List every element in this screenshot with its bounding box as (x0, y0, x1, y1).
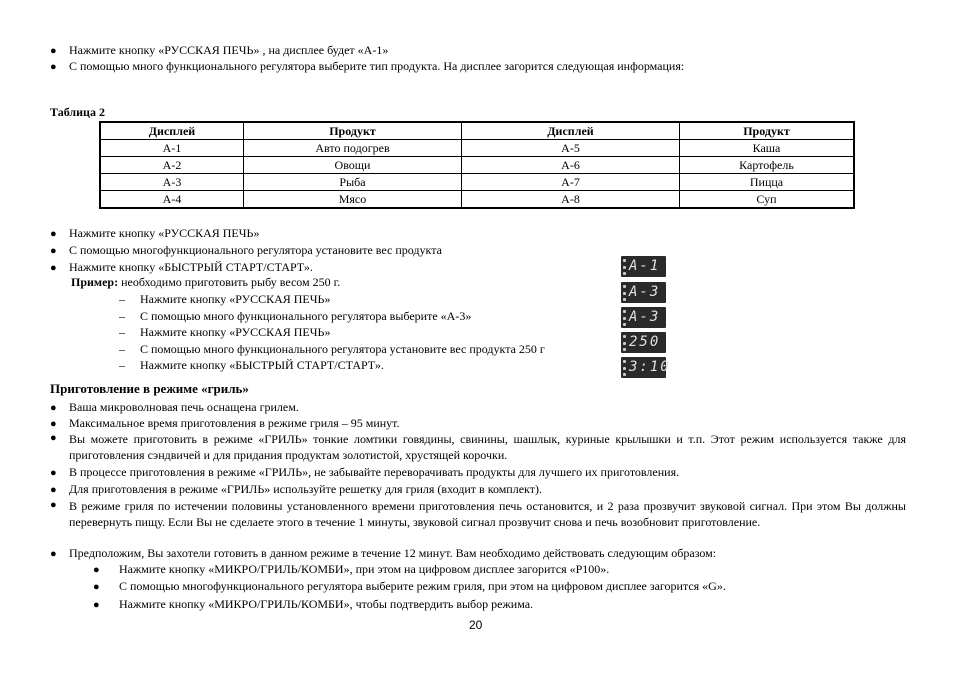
bullet: ● (50, 432, 57, 444)
table-cell: A-3 (100, 174, 244, 191)
grill-subitem-text: Нажмите кнопку «МИКРО/ГРИЛЬ/КОМБИ», чтобы подтвердить выбор режима. (119, 597, 534, 611)
table-row (100, 191, 854, 209)
table-cell: A-4 (100, 191, 244, 209)
table-row (100, 140, 854, 157)
table-cell: Пицца (680, 174, 855, 191)
grill-subitem (93, 562, 609, 578)
led-display (621, 332, 666, 353)
led-display-text: 3:10 (629, 359, 671, 375)
grill-item-text: Ваша микроволновая печь оснащена грилем. (69, 400, 299, 414)
grill-subitem-text: С помощью многофункционального регулятора выберите режим гриля, при этом на цифровом дисплее загорится «G». (119, 579, 726, 593)
table-cell: Мясо (244, 191, 462, 209)
table-cell: A-5 (462, 140, 680, 157)
example-item-text: Нажмите кнопку «БЫСТРЫЙ СТАРТ/СТАРТ». (140, 358, 384, 372)
table-cell: A-7 (462, 174, 680, 191)
led-display-text: A-1 (629, 258, 661, 274)
grill-item-text: В режиме гриля по истечении половины установленного времени приготовления печь остановится, и 2 раза прозвучит звуковой сигнал. При этом Вы должны перевернуть пищу. Если Вы не сделаете этого в течение 1 минуты, звуковой сигнал прозвучит снова и печь возобновит приготовление. (69, 499, 906, 529)
table-cell: Каша (680, 140, 855, 157)
table-row (100, 157, 854, 174)
grill-subitem (93, 579, 726, 595)
led-display-text: 250 (629, 334, 661, 350)
intro-text: С помощью много функционального регулятора выберите тип продукта. На дисплее загорится следующая информация: (69, 59, 685, 73)
table-cell: Картофель (680, 157, 855, 174)
example-item (119, 292, 330, 307)
example-item (119, 358, 384, 373)
grill-item-text: В процессе приготовления в режиме «ГРИЛЬ», не забывайте переворачивать продукты для лучшего их приготовления. (69, 465, 680, 479)
bullet: ● (50, 45, 57, 57)
example-item (119, 342, 545, 357)
table-header-row (100, 122, 854, 140)
example-line (71, 275, 340, 290)
dash: – (119, 309, 125, 323)
column-header: Продукт (680, 122, 855, 140)
step-item (50, 260, 313, 276)
table-cell: A-1 (100, 140, 244, 157)
grill-item (50, 400, 299, 416)
example-item (119, 309, 471, 324)
grill-heading: Приготовление в режиме «гриль» (50, 381, 249, 396)
bullet: ● (50, 484, 57, 496)
example-label: Пример: (71, 275, 119, 289)
grill-subitem (93, 597, 533, 613)
example-item-text: Нажмите кнопку «РУССКАЯ ПЕЧЬ» (140, 292, 331, 306)
step-text: С помощью многофункционального регулятора установите вес продукта (69, 243, 442, 257)
dash: – (119, 342, 125, 356)
step-item (50, 226, 259, 242)
bullet: ● (50, 467, 57, 479)
bullet: ● (50, 228, 57, 240)
led-display-text: A-3 (629, 309, 661, 325)
bullet: ● (50, 402, 57, 414)
page-number: 20 (469, 618, 483, 632)
step-text: Нажмите кнопку «БЫСТРЫЙ СТАРТ/СТАРТ». (69, 260, 313, 274)
led-display (621, 357, 671, 378)
example-item (119, 325, 330, 340)
grill-item (50, 416, 400, 432)
column-header: Дисплей (462, 122, 680, 140)
grill-item (50, 546, 716, 562)
table-cell: A-8 (462, 191, 680, 209)
dash: – (119, 325, 125, 339)
led-display (621, 282, 666, 303)
dash: – (119, 292, 125, 306)
bullet: ● (93, 581, 100, 593)
intro-item (50, 43, 388, 59)
bullet: ● (93, 564, 100, 576)
grill-item-text: Для приготовления в режиме «ГРИЛЬ» используйте решетку для гриля (входит в комплект). (69, 482, 542, 496)
intro-text: Нажмите кнопку «РУССКАЯ ПЕЧЬ» , на дисплее будет «А-1» (69, 43, 389, 57)
example-item-text: С помощью много функционального регулятора установите вес продукта 250 г (140, 342, 545, 356)
example-text: необходимо приготовить рыбу весом 250 г. (118, 275, 341, 289)
example-item-text: С помощью много функционального регулятора выберите «А-3» (140, 309, 472, 323)
table-row (100, 174, 854, 191)
table-caption: Таблица 2 (50, 105, 105, 119)
grill-item (50, 465, 679, 481)
bullet: ● (50, 245, 57, 257)
products-table (99, 121, 855, 209)
led-display-text: A-3 (629, 284, 661, 300)
grill-item-text: Вы можете приготовить в режиме «ГРИЛЬ» тонкие ломтики говядины, свинины, шашлык, куриные крылышки и т.п. Этот режим используется также для приготовления сэндвичей и для придания продуктам золотистой, хрустящей корочки. (69, 432, 906, 462)
step-item (50, 243, 442, 259)
grill-subitem-text: Нажмите кнопку «МИКРО/ГРИЛЬ/КОМБИ», при этом на цифровом дисплее загорится «P100». (119, 562, 610, 576)
grill-item-text: Максимальное время приготовления в режиме гриля – 95 минут. (69, 416, 400, 430)
bullet: ● (50, 548, 57, 560)
table-cell: Овощи (244, 157, 462, 174)
bullet: ● (93, 599, 100, 611)
bullet: ● (50, 61, 57, 73)
example-item-text: Нажмите кнопку «РУССКАЯ ПЕЧЬ» (140, 325, 331, 339)
table-cell: A-2 (100, 157, 244, 174)
table-cell: Суп (680, 191, 855, 209)
table-cell: Авто подогрев (244, 140, 462, 157)
dash: – (119, 358, 125, 372)
intro-item (50, 59, 684, 75)
step-text: Нажмите кнопку «РУССКАЯ ПЕЧЬ» (69, 226, 260, 240)
table-cell: Рыба (244, 174, 462, 191)
column-header: Дисплей (100, 122, 244, 140)
led-display (621, 256, 666, 277)
table-cell: A-6 (462, 157, 680, 174)
led-display (621, 307, 666, 328)
bullet: ● (50, 499, 57, 511)
grill-item (50, 482, 542, 498)
bullet: ● (50, 418, 57, 430)
column-header: Продукт (244, 122, 462, 140)
bullet: ● (50, 262, 57, 274)
grill-item-text: Предположим, Вы захотели готовить в данном режиме в течение 12 минут. Вам необходимо действовать следующим образом: (69, 546, 717, 560)
